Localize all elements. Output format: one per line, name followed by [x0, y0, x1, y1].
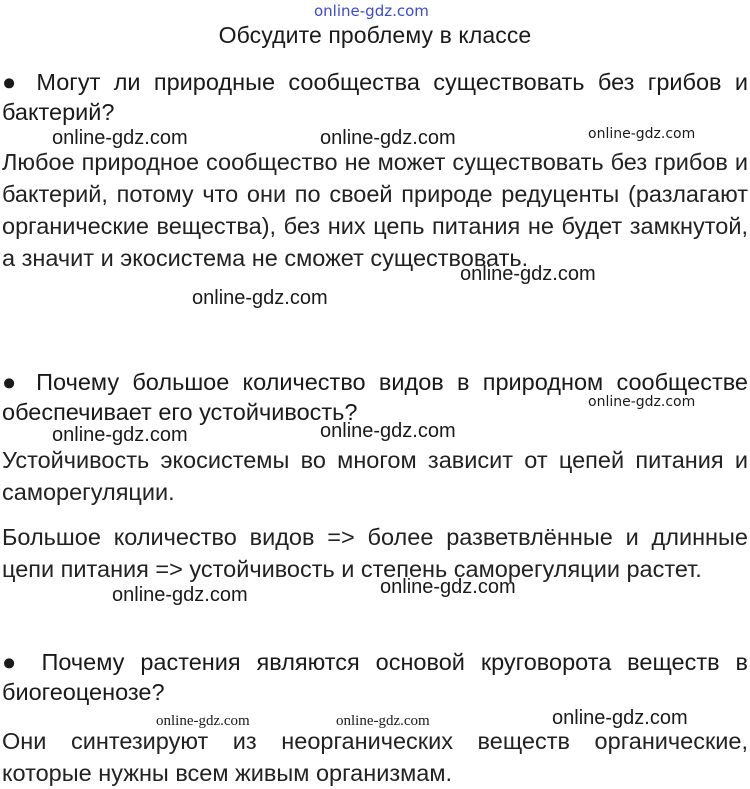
answer-3: Они синтезируют из неорганических веществ органические, которые нужны всем живым организмам. — [2, 728, 748, 786]
watermark: online-gdz.com — [460, 263, 596, 285]
header-watermark: online-gdz.com — [314, 2, 429, 20]
watermark: online-gdz.com — [112, 584, 248, 606]
page-title: Обсудите проблему в классе — [218, 22, 532, 48]
watermark: online-gdz.com — [52, 127, 188, 149]
watermark: online-gdz.com — [52, 424, 188, 446]
watermark: online-gdz.com — [588, 394, 696, 410]
question-3: ● Почему растения являются основой круговорота веществ в биогеоценозе? — [2, 649, 748, 705]
watermark: online-gdz.com — [320, 420, 456, 442]
question-1: ● Могут ли природные сообщества существовать без грибов и бактерий? — [2, 69, 748, 125]
answer-1: Любое природное сообщество не может существовать без грибов и бактерий, потому что они по своей природе редуценты (разлагают органические вещества), без них цепь питания не будет замкнутой, а значит и экосистема не сможет существовать. — [2, 149, 748, 271]
watermark: online-gdz.com — [588, 126, 696, 142]
question-2: ● Почему большое количество видов в природном сообществе обеспечивает его устойчивость? — [2, 369, 748, 425]
watermark: online-gdz.com — [156, 713, 250, 729]
answer-2a: Устойчивость экосистемы во многом зависит от цепей питания и саморегуляции. — [2, 447, 748, 505]
watermark: online-gdz.com — [552, 707, 688, 729]
watermark: online-gdz.com — [192, 287, 328, 309]
watermark: online-gdz.com — [336, 713, 430, 729]
watermark: online-gdz.com — [380, 576, 516, 598]
answer-2b: Большое количество видов => более разветвлённые и длинные цепи питания => устойчивость и степень саморегуляции растет. — [2, 524, 748, 582]
watermark: online-gdz.com — [320, 127, 456, 149]
